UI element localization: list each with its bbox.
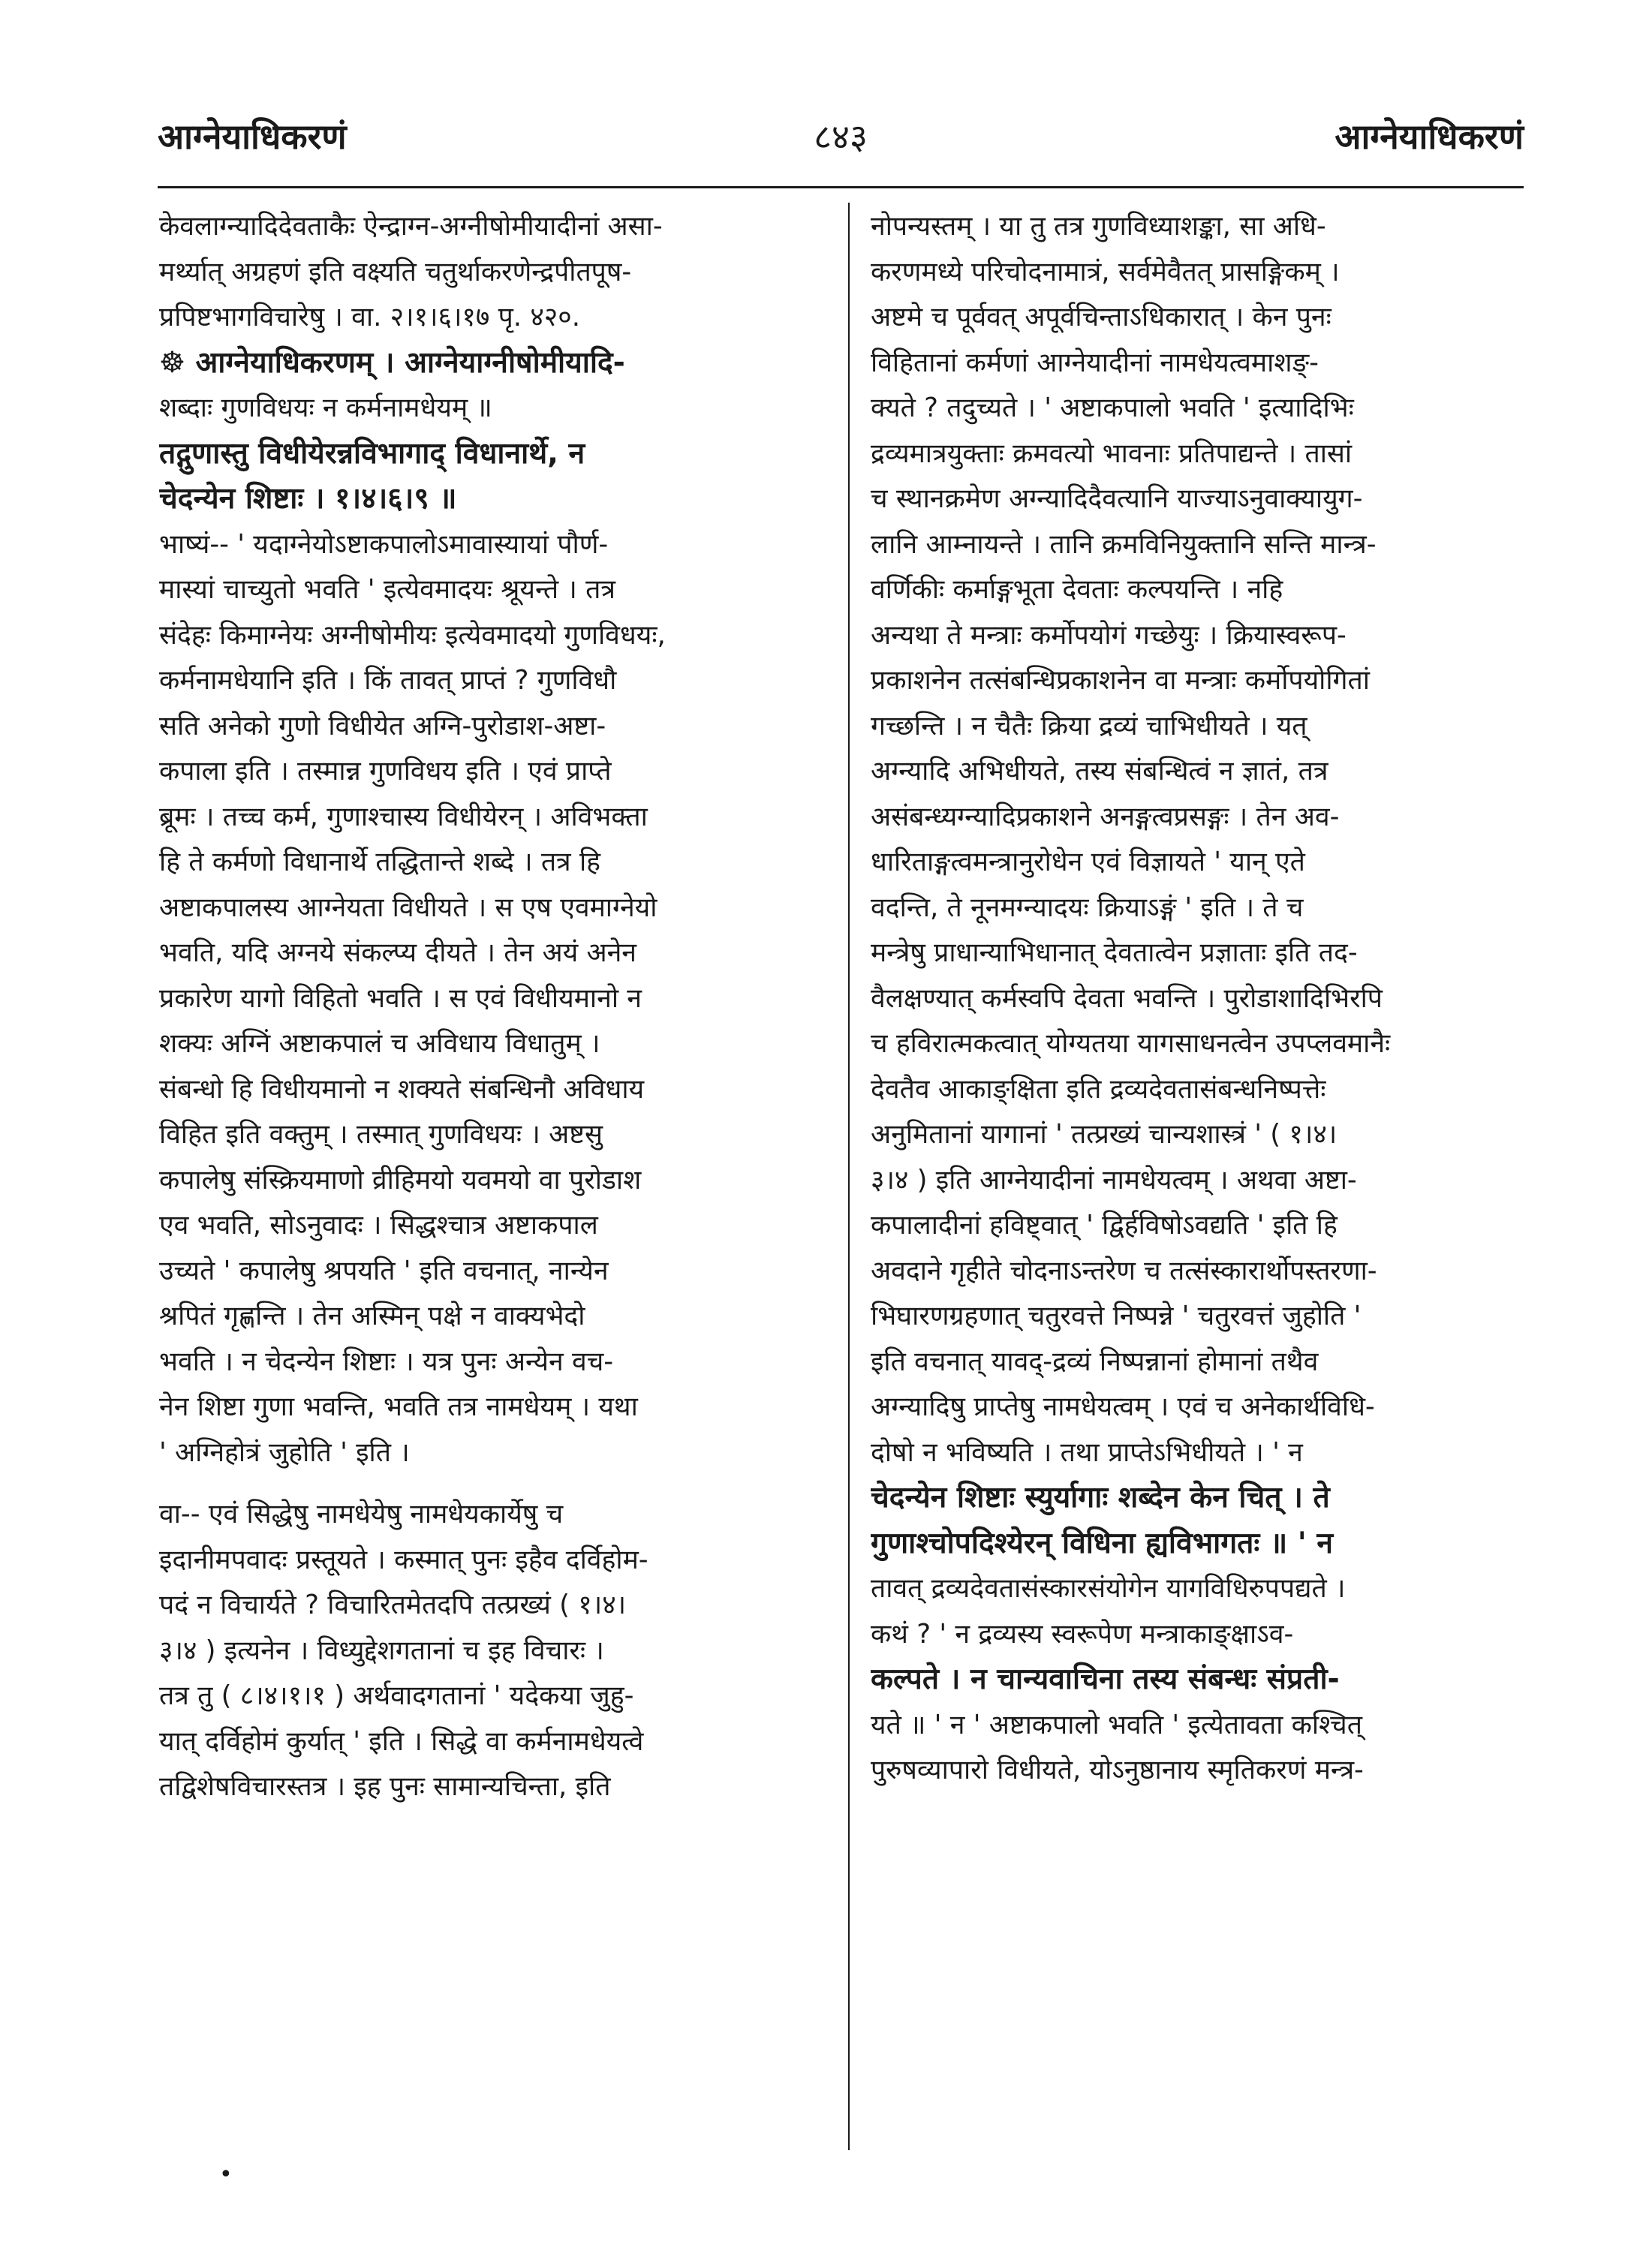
sutra-line: चेदन्येन शिष्टाः । १।४।६।९ ॥ [159,482,457,516]
text-line: भवति । न चेदन्येन शिष्टाः । यत्र पुनः अन्येन वच- [159,1346,614,1377]
text-line: कपालादीनां हविष्ट्वात् ' द्विर्हविषोऽवद्यति ' इति हि [871,1210,1338,1241]
column-divider [848,203,850,2150]
text-line: अनुमितानां यागानां ' तत्प्रख्यं चान्यशास्त्रं ' ( १।४। [871,1119,1338,1150]
text-line: अष्टमे च पूर्ववत् अपूर्वचिन्ताऽधिकारात् । केन पुनः [871,302,1332,332]
text-line: वा-- एवं सिद्धेषु नामधेयेषु नामधेयकार्येषु च [159,1499,564,1530]
text-line: सति अनेको गुणो विधीयेत अग्नि-पुरोडाश-अष्टा- [159,710,606,741]
header-rule [158,186,1524,188]
page-number: ८४३ [814,116,868,157]
text-line: अवदाने गृहीते चोदनाऽन्तरेण च तत्संस्कारार्थोपस्तरणा- [871,1255,1377,1286]
text-line: यात् दर्विहोमं कुर्यात् ' इति । सिद्धे वा कर्मनामधेयत्वे [159,1725,644,1757]
verse-line: चेदन्येन शिष्टाः स्युर्यागाः शब्देन केन चित् । ते [871,1481,1330,1515]
text-line: ३।४ ) इत्यनेन । विध्युद्देशगतानां च इह विचारः । [159,1635,604,1666]
text-line: पुरुषव्यापारो विधीयते, योऽनुष्ठानाय स्मृतिकरणं मन्त्र- [871,1755,1364,1785]
text-line: इति वचनात् यावद्-द्रव्यं निष्पन्नानां होमानां तथैव [871,1346,1319,1377]
sutra-line: तद्गुणास्तु विधीयेरन्नविभागाद् विधानार्थे, न [159,436,585,471]
text-line: ३।४ ) इति आग्नेयादीनां नामधेयत्वम् । अथवा अष्टा- [871,1164,1357,1196]
verse-line: कल्पते । न चान्यवाचिना तस्य संबन्धः संप्रती- [871,1662,1340,1696]
text-line: मास्यां चाच्युतो भवति ' इत्येवमादयः श्रूयन्ते । तत्र [159,574,615,605]
text-line: विहितानां कर्मणां आग्नेयादीनां नामधेयत्वमाशङ्- [871,347,1319,378]
page-header [158,113,1524,173]
text-line: लानि आम्नायन्ते । तानि क्रमविनियुक्तानि सन्ति मान्त्र- [871,528,1377,560]
text-line: शक्यः अग्निं अष्टाकपालं च अविधाय विधातुम् । [159,1028,600,1059]
text-line: उच्यते ' कपालेषु श्रपयति ' इति वचनात्, नान्येन [159,1255,609,1286]
running-title-left: आग्नेयाधिकरणं [158,116,347,157]
text-line: पदं न विचार्यते ? विचारितमेतदपि तत्प्रख्यं ( १।४। [159,1590,627,1620]
text-line: भाष्यं-- ' यदाग्नेयोऽष्टाकपालोऽमावास्यायां पौर्ण- [159,528,609,560]
text-line: नेन शिष्टा गुणा भवन्ति, भवति तत्र नामधेयम् । यथा [159,1391,638,1422]
text-line: भवति, यदि अग्नये संकल्प्य दीयते । तेन अयं अनेन [159,937,636,968]
text-line: मन्त्रेषु प्राधान्याभिधानात् देवतात्वेन प्रज्ञाताः इति तद- [871,937,1358,968]
text-line: तद्विशेषविचारस्तत्र । इह पुनः सामान्यचिन्ता, इति [159,1771,611,1802]
text-line: एव भवति, सोऽनुवादः । सिद्धश्चात्र अष्टाकपाल [159,1210,598,1241]
text-line: कपाला इति । तस्मान्न गुणविधय इति । एवं प्राप्ते [159,756,612,787]
text-line: करणमध्ये परिचोदनामात्रं, सर्वमेवैतत् प्रासङ्गिकम् । [871,256,1340,287]
left-column [159,204,831,1810]
text-line: नोपन्यस्तम् । या तु तत्र गुणविध्याशङ्का, सा अधि- [871,211,1326,242]
text-line: श्रपितं गृह्णन्ति । तेन अस्मिन् पक्षे न वाक्यभेदो [159,1301,585,1331]
text-line: वैलक्षण्यात् कर्मस्वपि देवता भवन्ति । पुरोडाशादिभिरपि [871,982,1383,1014]
text-line: च स्थानक्रमेण अग्न्यादिदैवत्यानि याज्याऽनुवाक्यायुग- [871,483,1363,514]
right-column [871,204,1522,1794]
text-line: भिघारणग्रहणात् चतुरवत्ते निष्पन्ने ' चतुरवत्तं जुहोति ' [871,1301,1362,1331]
text-line: संदेहः किमाग्नेयः अग्नीषोमीयः इत्येवमादयो गुणविधयः, [159,619,666,651]
text-line: शब्दाः गुणविधयः न कर्मनामधेयम् ॥ [159,393,492,423]
running-title-right: आग्नेयाधिकरणं [1335,116,1524,157]
text-line: मर्थ्यात् अग्रहणं इति वक्ष्यति चतुर्थाकरणेन्द्रपीतपूष- [159,256,632,287]
text-line: ' अग्निहोत्रं जुहोति ' इति । [159,1436,410,1468]
text-line: अष्टाकपालस्य आग्नेयता विधीयते । स एष एवमाग्नेयो [159,892,657,923]
text-line: गच्छन्ति । न चैतैः क्रिया द्रव्यं चाभिधीयते । यत् [871,710,1307,741]
text-line: कपालेषु संस्क्रियमाणो व्रीहिमयो यवमयो वा पुरोडाश [159,1164,642,1196]
text-line: द्रव्यमात्रयुक्ताः क्रमवत्यो भावनाः प्रतिपाद्यन्ते । तासां [871,438,1353,469]
text-line: कथं ? ' न द्रव्यस्य स्वरूपेण मन्त्राकाङ्क्षाऽव- [871,1618,1294,1650]
text-line: विहित इति वक्तुम् । तस्मात् गुणविधयः । अष्टसु [159,1119,603,1150]
text-line: कर्मनामधेयानि इति । किं तावत् प्राप्तं ? गुणविधौ [159,665,617,696]
text-line: अग्न्यादिषु प्राप्तेषु नामधेयत्वम् । एवं च अनेकार्थविधि- [871,1391,1375,1422]
section-heading: ☸ आग्नेयाधिकरणम् । आग्नेयाग्नीषोमीयादि- [159,345,625,380]
text-line: तावत् द्रव्यदेवतासंस्कारसंयोगेन यागविधिरुपपद्यते । [871,1573,1346,1604]
text-line: वर्णिकीः कर्माङ्गभूता देवताः कल्पयन्ति । नहि [871,574,1283,605]
text-line: असंबन्ध्यग्न्यादिप्रकाशने अनङ्गत्वप्रसङ्गः । तेन अव- [871,801,1340,832]
footer-mark: • [219,2161,233,2188]
text-line: यते ॥ ' न ' अष्टाकपालो भवति ' इत्येतावता कश्चित् [871,1709,1362,1740]
text-line: देवतैव आकाङ्क्षिता इति द्रव्यदेवतासंबन्धनिष्पत्तेः [871,1073,1326,1105]
text-line: धारिताङ्गत्वमन्त्रानुरोधेन एवं विज्ञायते ' यान् एते [871,847,1305,877]
text-line: च हविरात्मकत्वात् योग्यतया यागसाधनत्वेन उपप्लवमानैः [871,1028,1391,1059]
text-line: प्रपिष्टभागविचारेषु । वा. २।१।६।१७ पृ. ४२०. [159,302,581,332]
text-line: वदन्ति, ते नूनमग्न्यादयः क्रियाऽङ्गं ' इति । ते च [871,892,1304,923]
text-line: ब्रूमः । तच्च कर्म, गुणाश्चास्य विधीयेरन् । अविभक्ता [159,801,648,832]
text-line: प्रकारेण यागो विहितो भवति । स एवं विधीयमानो न [159,982,642,1014]
text-line: तत्र तु ( ८।४।१।१ ) अर्थवादगतानां ' यदेकया जुहु- [159,1680,634,1711]
text-line: केवलाग्न्यादिदेवताकैः ऐन्द्राग्न-अग्नीषोमीयादीनां असा- [159,211,663,242]
text-line: अग्न्यादि अभिधीयते, तस्य संबन्धित्वं न ज्ञातं, तत्र [871,756,1329,787]
text-line: हि ते कर्मणो विधानार्थे तद्धितान्ते शब्दे । तत्र हि [159,847,600,877]
verse-line: गुणाश्चोपदिश्येरन् विधिना ह्यविभागतः ॥ ' न [871,1526,1333,1560]
text-line: प्रकाशनेन तत्संबन्धिप्रकाशनेन वा मन्त्राः कर्मोपयोगितां [871,665,1370,696]
text-line: अन्यथा ते मन्त्राः कर्मोपयोगं गच्छेयुः । क्रियास्वरूप- [871,619,1347,651]
text-line: इदानीमपवादः प्रस्तूयते । कस्मात् पुनः इहैव दर्विहोम- [159,1544,648,1575]
text-line: संबन्धो हि विधीयमानो न शक्यते संबन्धिनौ अविधाय [159,1073,645,1105]
text-line: दोषो न भविष्यति । तथा प्राप्तेऽभिधीयते । ' न [871,1436,1303,1468]
text-line: क्यते ? तदुच्यते । ' अष्टाकपालो भवति ' इत्यादिभिः [871,393,1354,423]
